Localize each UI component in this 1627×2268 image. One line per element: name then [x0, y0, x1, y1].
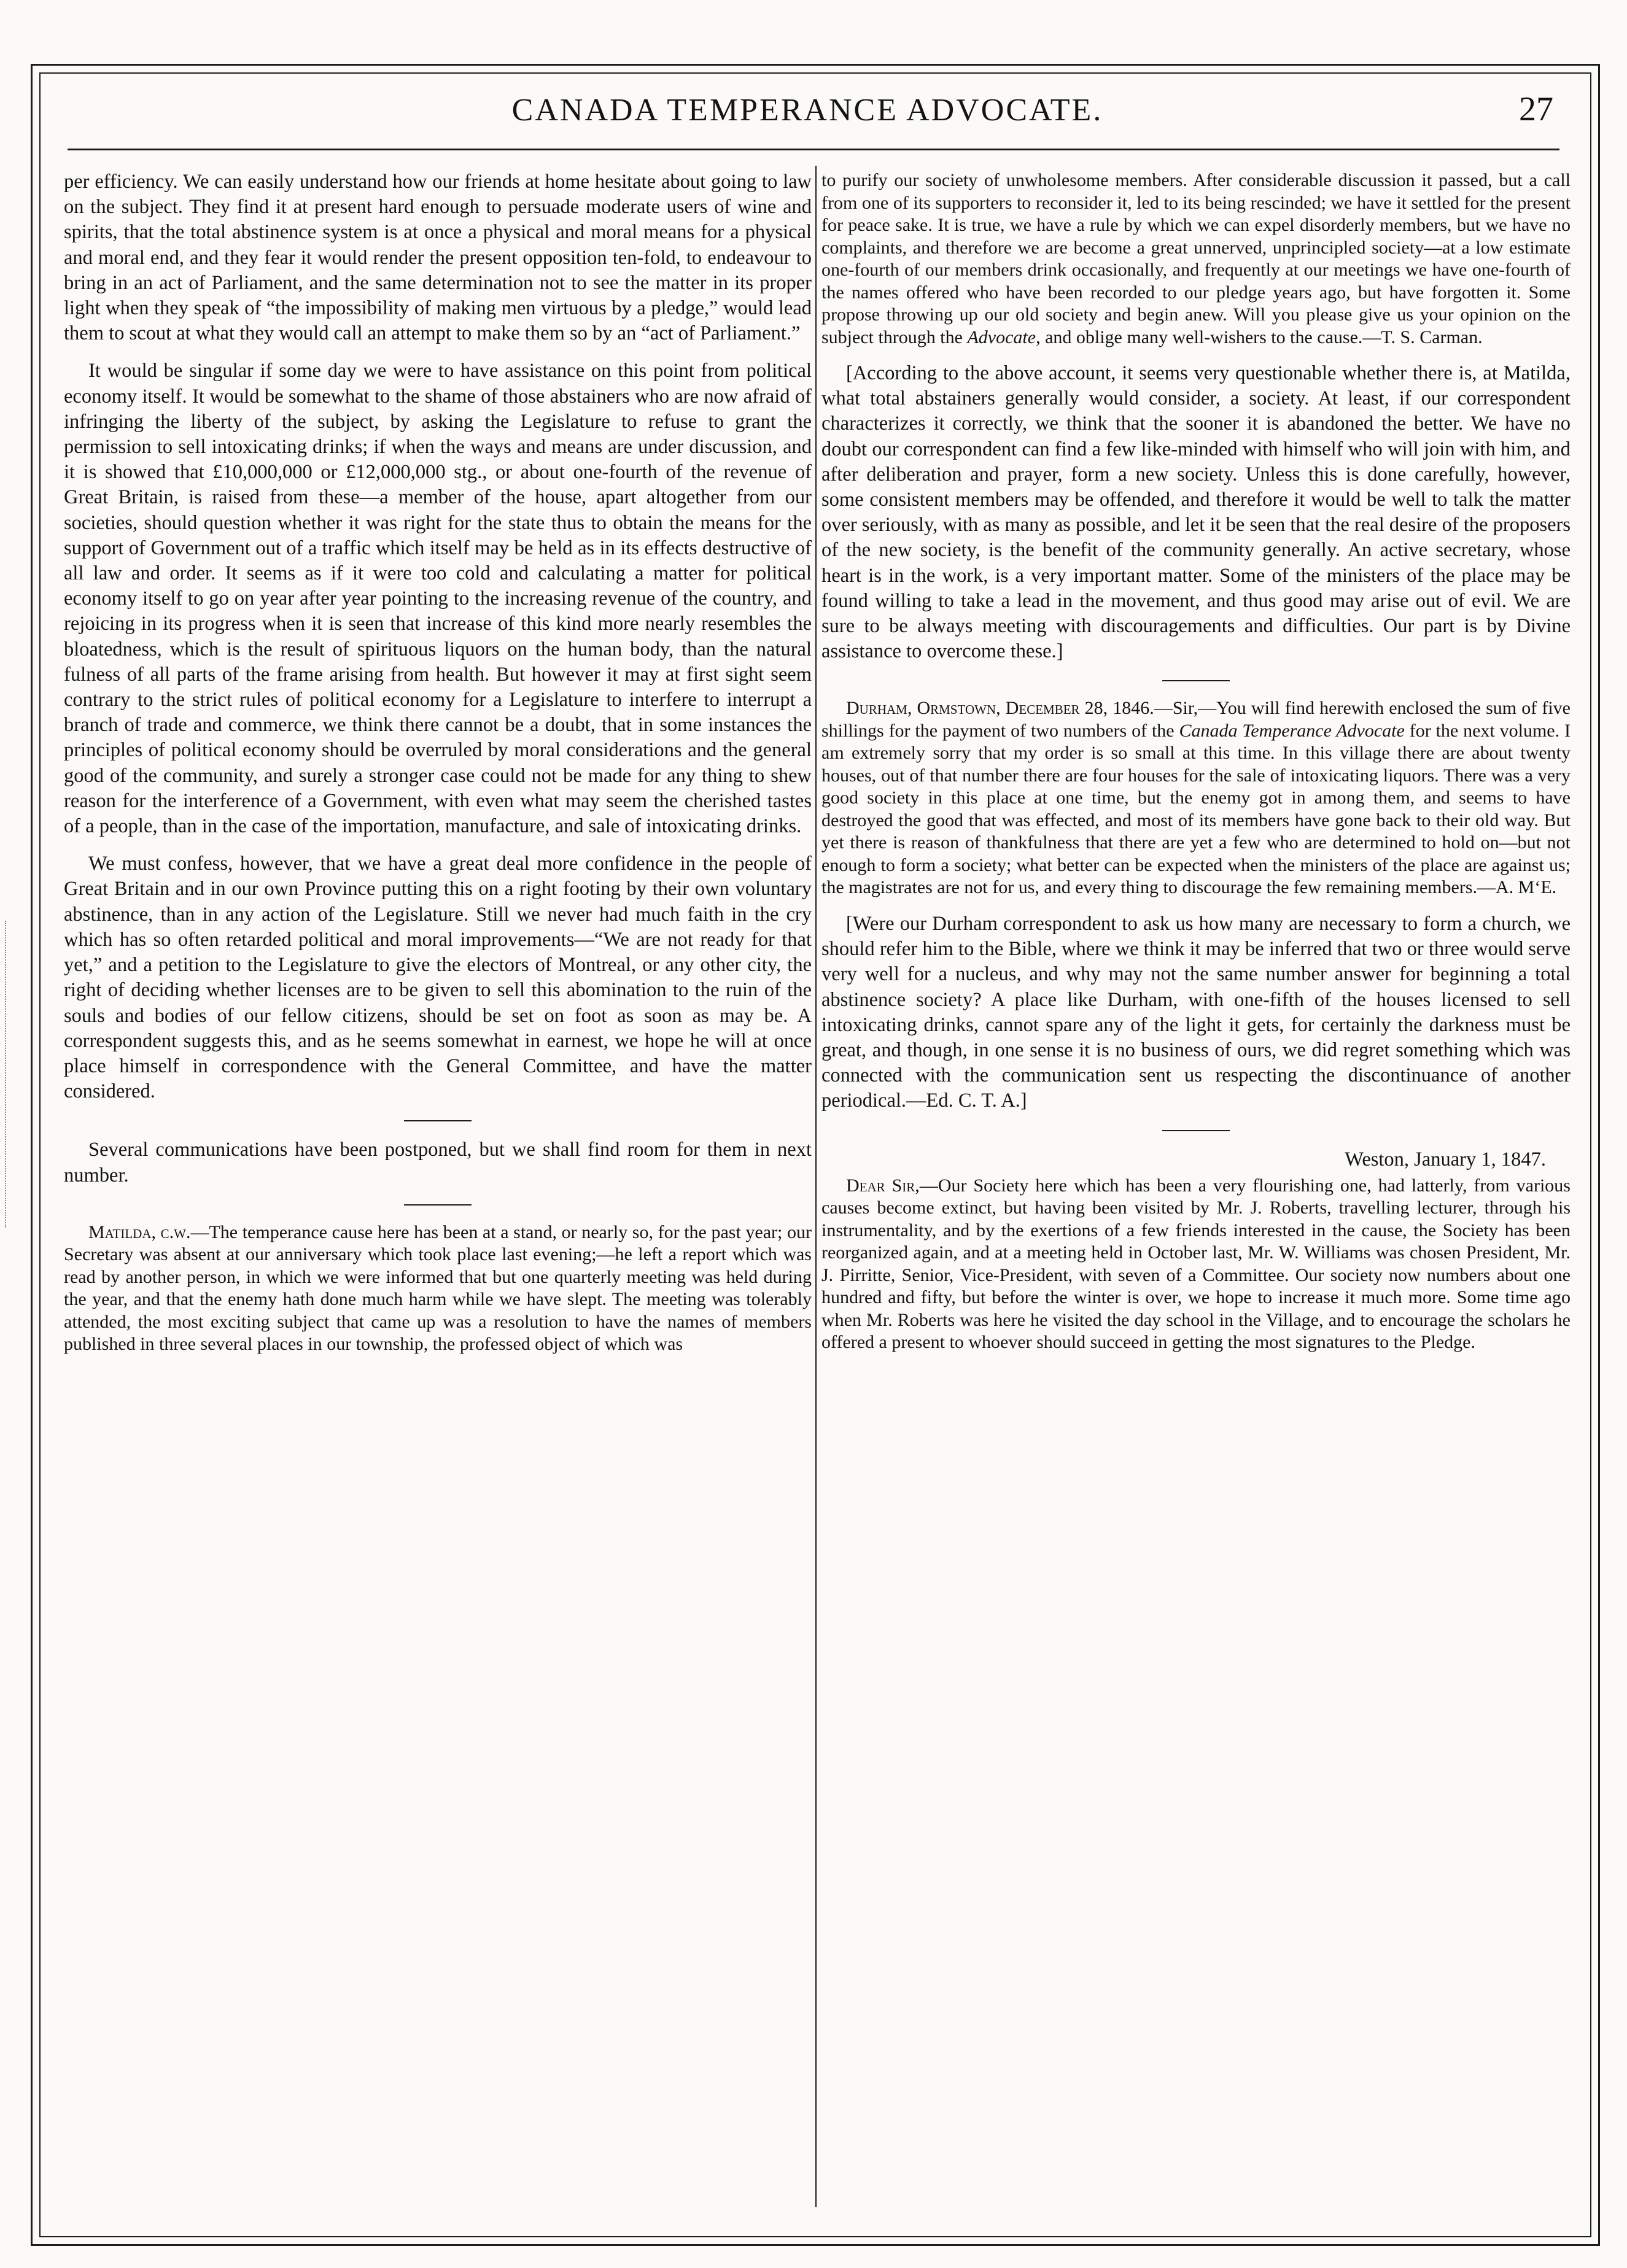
- notice-paragraph: Several communications have been postponed, but we shall find room for them in next number.: [64, 1139, 812, 1186]
- right-paragraph-1: to purify our society of unwholesome members. After considerable discussion it passed, but a call from one of its supporters to reconsider it, led to its being rescinded; we have it settled for the present for peace sake. It is true, we have a rule by which we can expel disorderly members, but we have no complaints, and therefore we are become a great unnerved, unprincipled society—at a low estimate one-fourth of our members drink occasionally, and frequently at our meetings we have one-fourth of the names offered who have been recorded to our pledge years ago, but have forgotten it. Some propose throwing up our old society and begin anew. Will you please give us your opinion on the subject through the: [821, 170, 1571, 347]
- weston-letter: [821, 1175, 1571, 1354]
- matilda-letter-continued: [821, 169, 1571, 349]
- editor-note-matilda: [According to the above account, it seems very questionable whether there is, at Matilda, what total abstainers generally would consider, a society. At least, if our correspondent characterizes it correctly, we think that the sooner it is abandoned the better. We have no doubt our correspondent can find a few like-minded with himself who will join with him, and after deliberation and prayer, form a new society. Unless this is done carefully, however, some consistent members may be offended, and therefore it would be well to talk the matter over seriously, with as many as possible, and let it be seen that the real desire of the proposers of the new society, is the benefit of the community generally. An active secretary, whose heart is in the work, is a very important matter. Some of the ministers of the place may be found willing to take a lead in the movement, and thus good may arise out of evil. We are sure to be always meeting with discouragements and difficulties. Our part is by Divine assistance to overcome these.]: [821, 362, 1571, 663]
- matilda-letter: [64, 1221, 812, 1356]
- durham-body-1: —Sir,—You will find herewith enclosed the sum of five shillings for the payment of two numbers of the: [821, 698, 1571, 741]
- page-title: CANADA TEMPERANCE ADVOCATE.: [511, 93, 1103, 128]
- durham-letter: [821, 697, 1571, 899]
- durham-body-2: for the next volume. I am extremely sorry that my order is so small at this time. In this village there are about twenty houses, out of that number there are four houses for the sale of intoxicating liquors. There was a very good society in this place at one time, but the enemy got in among them, and seems to have destroyed the good that was effected, and most of its members have gone back to their old way. But yet there is reason of thankfulness that there are yet a few who are determined to hold on—but not enough to form a society; what better can be expected when the ministers of the place are against us; the magistrates are not for us, and every thing to discourage the few remaining members.—A. M‘E.: [821, 720, 1571, 898]
- advocate-italic: Advocate: [967, 327, 1036, 347]
- left-paragraph-3: We must confess, however, that we have a great deal more confidence in the people of Great Britain and in our own Province putting this on a right footing by their own voluntary abstinence, than in any action of the Legislature. Still we never had much faith in the cry which has so often retarded political and moral improvements—“We are not ready for that yet,” and a petition to the Legislature to give the electors of Montreal, or any other city, the right of deciding whether licenses are to be given to sell this abomination to the ruin of the souls and bodies of our fellow citizens, should be set on foot as soon as may be. A correspondent suggests this, and as he seems somewhat in earnest, we hope he will at once place himself in correspondence with the General Committee, and have the matter considered.: [64, 853, 812, 1103]
- matilda-body: —The temperance cause here has been at a stand, or nearly so, for the past year; our Secretary was absent at our anniversary which took place last evening;—he left a report which was read by another person, in which we were informed that but one quarterly meeting was held during the year, and that the enemy hath done much harm while we have slept. The meeting was tolerably attended, the most exciting subject that came up was a resolution to have the names of members published in three several places in our township, the professed object of which was: [64, 1221, 812, 1355]
- separator-rule: [404, 1120, 472, 1121]
- separator-rule: [1162, 680, 1230, 681]
- weston-body: —Our Society here which has been a very flourishing one, had latterly, from various causes become extinct, but having been visited by Mr. J. Roberts, travelling lecturer, through his instrumentality, and by the exertions of a few friends interested in the cause, the Society has been reorganized again, and at a meeting held in October last, Mr. W. Williams was chosen President, Mr. J. Pirritte, Senior, Vice-President, with seven of a Committee. Our society now numbers about one hundred and fifty, but before the winter is over, we hope to increase it much more. Some time ago when Mr. Roberts was here he visited the day school in the Village, and to encourage the scholars he offered a present to whoever should succeed in getting the most signatures to the Pledge.: [821, 1175, 1571, 1353]
- header-rule: [68, 149, 1559, 150]
- right-column: [821, 169, 1571, 1366]
- page-number: 27: [1519, 90, 1553, 128]
- editor-note-durham: [Were our Durham correspondent to ask us how many are necessary to form a church, we should refer him to the Bible, where we think it may be inferred that two or three would serve very well for a nucleus, and why may not the same number answer for beginning a total abstinence society? A place like Durham, with one-fifth of the houses licensed to sell intoxicating drinks, cannot spare any of the light it gets, for certainly the darkness must be great, and though, in one sense it is no business of ours, we did regret something which was connected with the communication sent us respecting the discontinuance of another periodical.—Ed. C. T. A.]: [821, 912, 1571, 1112]
- page-header: [61, 87, 1553, 146]
- left-paragraph-1: per efficiency. We can easily understand how our friends at home hesitate about going to law on the subject. They find it at present hard enough to persuade moderate users of wine and spirits, that the total abstinence system is at once a physical and moral means for a physical and moral end, and they fear it would render the present opposition ten-fold, to endeavour to bring in an act of Parliament, and the same determination not to see the matter in its proper light when they speak of “the impossibility of making men virtuous by a pledge,” would lead them to scout at what they would call an attempt to make them so by an “act of Parliament.”: [64, 171, 812, 345]
- weston-lead: Dear Sir,: [846, 1175, 920, 1196]
- right-paragraph-1-end: , and oblige many well-wishers to the cause.—T. S. Carman.: [1036, 327, 1483, 347]
- margin-marks: [5, 921, 15, 1228]
- left-paragraph-2: It would be singular if some day we were to have assistance on this point from political economy itself. It would be somewhat to the shame of those abstainers who are now afraid of infringing the liberty of the subject, by asking the Legislature to refuse to grant the permission to sell intoxicating drinks; if when the ways and means are under discussion, and it is showed that £10,000,000 or £12,000,000 stg., or about one-fourth of the revenue of Great Britain, is raised from these—a member of the house, apart altogether from our societies, should question whether it was right for the state thus to obtain the means for the support of Government out of a traffic which itself may be held as in its effects destructive of all law and order. It seems as if it were too cold and calculating a matter for political economy itself to go on year after year pointing to the increasing revenue of the country, and rejoicing in its progress when it is seen that increase of this kind more nearly resembles the bloatedness, which is the result of spirituous liquors on the human body, than the natural fulness of all parts of the frame arising from health. But however it may at first sight seem contrary to the strict rules of political economy for a Legislature to interfere to interrupt a branch of trade and commerce, we think there cannot be a doubt, that in some instances the principles of political economy should be overruled by moral considerations and the general good of the community, and surely a stronger case could not be made for any thing to shew reason for the interference of a Government, with even what may seem the cherished tastes of a people, than in the case of the importation, manufacture, and sale of intoxicating drinks.: [64, 360, 812, 838]
- matilda-lead: Matilda, c.w.: [88, 1221, 191, 1242]
- separator-rule: [1162, 1130, 1230, 1131]
- column-divider: [815, 166, 817, 2207]
- durham-lead: Durham, Ormstown, December 28, 1846.: [846, 698, 1154, 719]
- separator-rule: [404, 1204, 472, 1206]
- left-column: [64, 169, 812, 1368]
- durham-italic: Canada Temperance Advocate: [1179, 720, 1405, 741]
- weston-dateline: Weston, January 1, 1847.: [1345, 1148, 1546, 1171]
